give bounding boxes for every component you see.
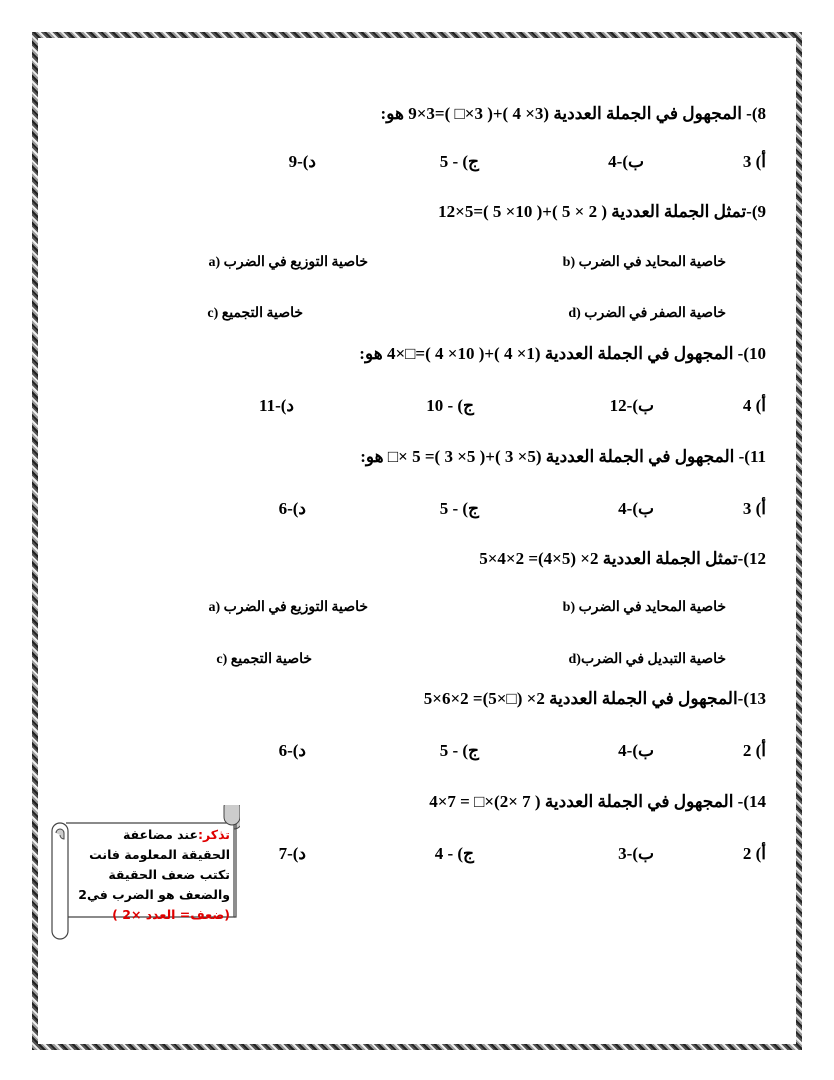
q12-option-c[interactable]: خاصية التجميع (c <box>216 652 312 667</box>
q14-option-b[interactable]: ب)-3 <box>618 844 654 863</box>
reminder-formula: (ضعف= العدد ×2 ) <box>112 907 230 922</box>
q11-option-b[interactable]: ب)-4 <box>618 499 654 518</box>
q14-option-d[interactable]: د)-7 <box>278 844 306 863</box>
q9-option-c[interactable]: خاصية التجميع (c <box>207 306 303 321</box>
q12-option-d[interactable]: خاصية التبديل في الضرب(d <box>568 652 726 667</box>
q10-option-a[interactable]: أ) 4 <box>742 396 766 415</box>
question-8: 8)- المجهول في الجملة العددية (3× 4 )+( 3×□ )=3×9 هو: <box>380 104 766 123</box>
question-9: 9)-تمثل الجملة العددية ( 2 × 5 )+( 10× 5 )=5×12 <box>438 202 766 221</box>
q11-option-a[interactable]: أ) 3 <box>742 499 766 518</box>
q13-option-c[interactable]: ج) - 5 <box>439 741 479 760</box>
q9-option-b[interactable]: خاصية المحايد في الضرب (b <box>562 255 726 270</box>
q8-option-b[interactable]: ب)-4 <box>608 152 644 171</box>
q10-option-b[interactable]: ب)-12 <box>609 396 654 415</box>
reminder-body: عند مضاعفة الحقيقة المعلومة فانت تكتب ضعف الحقيقة والضعف هو الضرب في2 <box>78 827 230 902</box>
q12-option-b[interactable]: خاصية المحايد في الضرب (b <box>562 600 726 615</box>
q8-option-a[interactable]: أ) 3 <box>742 152 766 171</box>
reminder-label: تذكر: <box>198 827 230 842</box>
q9-option-a[interactable]: خاصية التوزيع في الضرب (a <box>208 255 368 270</box>
q10-option-c[interactable]: ج) - 10 <box>426 396 474 415</box>
question-12: 12)-تمثل الجملة العددية 2× (5×4)= 2×4×5 <box>479 549 766 568</box>
question-10: 10)- المجهول في الجملة العددية (1× 4 )+( 10× 4 )=□×4 هو: <box>359 344 766 363</box>
q8-option-d[interactable]: د)-9 <box>288 152 316 171</box>
question-13: 13)-المجهول في الجملة العددية 2× (□×5)= 2×6×5 <box>423 689 766 708</box>
reminder-text <box>70 825 230 925</box>
q8-option-c[interactable]: ج) - 5 <box>439 152 479 171</box>
q13-option-d[interactable]: د)-6 <box>278 741 306 760</box>
q11-option-d[interactable]: د)-6 <box>278 499 306 518</box>
reminder-scroll-note <box>48 805 240 940</box>
q14-option-c[interactable]: ج) - 4 <box>434 844 474 863</box>
q13-option-b[interactable]: ب)-4 <box>618 741 654 760</box>
q10-option-d[interactable]: د)-11 <box>259 396 294 415</box>
question-11: 11)- المجهول في الجملة العددية (5× 3 )+( 5× 3 )= 5 ×□ هو: <box>360 447 766 466</box>
q11-option-c[interactable]: ج) - 5 <box>439 499 479 518</box>
question-14: 14)- المجهول في الجملة العددية ( 7 ×2)×□ = 7×4 <box>429 792 766 811</box>
q14-option-a[interactable]: أ) 2 <box>742 844 766 863</box>
q9-option-d[interactable]: خاصية الصفر في الضرب (d <box>568 306 726 321</box>
q13-option-a[interactable]: أ) 2 <box>742 741 766 760</box>
q12-option-a[interactable]: خاصية التوزيع في الضرب (a <box>208 600 368 615</box>
